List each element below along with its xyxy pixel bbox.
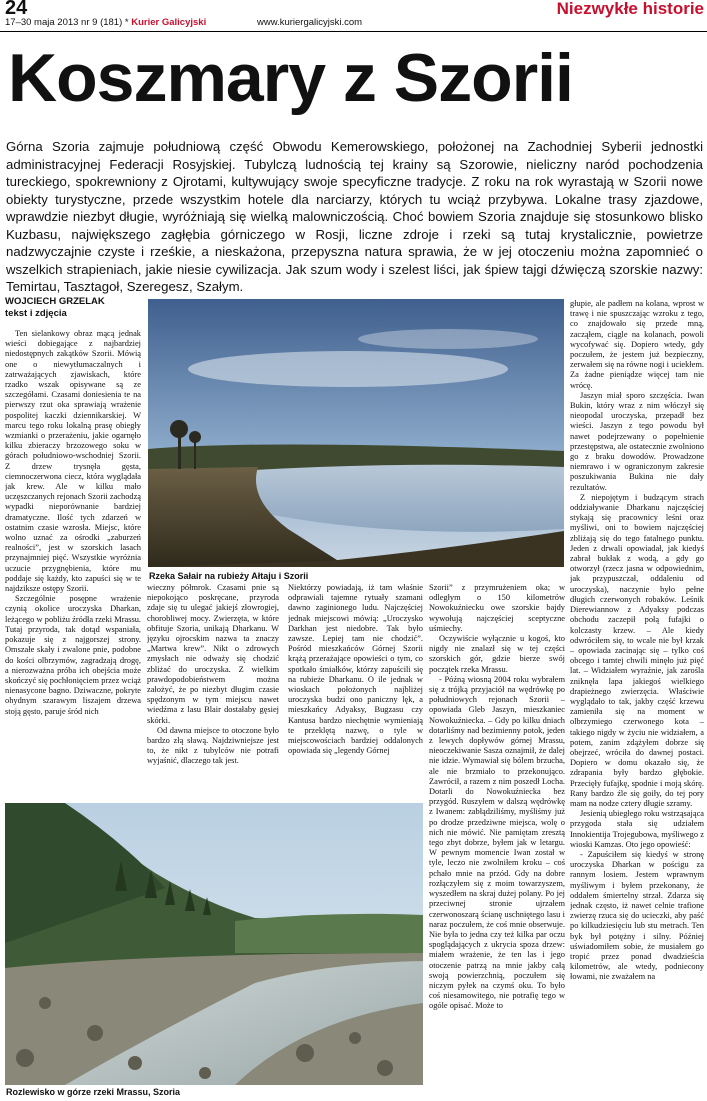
page-number: 24 [5, 0, 28, 19]
paragraph: Od dawna miejsce to otoczone było bardzo złą sławą. Najdziwniejsze jest to, że nikt z tubylców nie potrafi wyjaśnić, dlaczego tak jest. [147, 725, 279, 766]
header-rule [0, 31, 707, 32]
website-url[interactable]: www.kuriergalicyjski.com [257, 17, 363, 28]
photo-1-caption: Rzeka Sałair na rubieży Ałtaju i Szorii [149, 571, 309, 581]
photo-salair-river [148, 299, 564, 567]
paragraph: Ten sielankowy obraz mącą jednak wieści dobiegające z najbardziej niedostępnych zakątków Szorii. Mówią one o niewytłumaczalnych i zatrważających zjawiskach, które rzadko wszak opisywane są ze szczegółami. Czasami doniesienia te na pierwszy rzut oka sprawiają wrażenie pospolitej kaczki dziennikarskiej. W marcu tego roku lokalną prasę obiegły wzmianki o przerażeniu, jakie ogarnęło kilku zbieraczy brzozowego soku w górach południowo-wschodniej Szorii. Z drzew trysnęła gęsta, ciemnoczerwona ciecz, która wyglądała jak krew. Ale w kilku mało uczęszczanych rejonach Szorii zachodzą wypadki nieporównanie bardziej dramatyczne. Ilość tych zdarzeń w ostatnim czasie wzrosła. Miejsc, które wolno uznać za ośrodki „zaburzeń realności”, jest w szorskich lasach przynajmniej pięć. Wszystkie wyróżnia uczucie przygnębienia, które mu poddaje się każdy, kto zapuści się w te najdziksze ostępy Szorii. [5, 329, 141, 594]
paragraph: głupie, ale padłem na kolana, wprost w trawę i nie spuszczając wzroku z tego, co znajdowało się przede mną, zacząłem, ciągle na kolanach, powoli wycofywać się. Dopiero wtedy, gdy poczułem, że jestem już bezpieczny, zerwałem się na równe nogi i uciekłem. Za żadne pieniądze więcej tam nie wrócę. [570, 299, 704, 390]
text-column-3 [288, 583, 423, 799]
article-title: Koszmary z Szorii [8, 40, 573, 116]
brand-name: Kurier Galicyjski [131, 17, 207, 28]
paragraph: Szorii” z przymrużeniem oka; w odległym o 150 kilometrów Nowokuźniecku owe szorskie bajdy wywołują najczęściej sceptyczne uśmiechy. [429, 583, 565, 633]
paragraph: Oczywiście wyłącznie u kogoś, kto nigdy nie znalazł się w tej części szorskich gór, gdzie bierze swój początek rzeka Mrassu. [429, 634, 565, 674]
paragraph: - Zapuściłem się kiedyś w stronę uroczyska Dharkan w pościgu za rannym losiem. Jestem wprawnym myśliwym i byłem przekonany, że oddałem śmiertelny strzał. Zdarza się jednak często, iż nawet celnie trafione zwierzę rzuca się do ucieczki, aby paść po kilkudziesięciu lub stu metrach. Ten byk był potężny i silny. Później uświadomiłem sobie, że musiałem go tropić przez ponad dwadzieścia kilometrów, ale wtedy, podniecony łowami, nie zważałem na [570, 849, 704, 982]
author-note: tekst i zdjęcia [5, 308, 67, 319]
photo-2-caption: Rozlewisko w górze rzeki Mrassu, Szoria [6, 1087, 181, 1097]
author-name: WOJCIECH GRZELAK [5, 296, 105, 307]
issue-line [5, 17, 206, 28]
section-title: Niezwykłe historie [556, 0, 704, 18]
paragraph: Jesienią ubiegłego roku wstrząsająca przygoda stała się udziałem Innokientija Trojegubowa, myśliwego z wioski Kamzas. Oto jego opowieść: [570, 809, 704, 849]
text-column-4 [429, 583, 565, 1097]
text-column-1 [5, 329, 141, 799]
issue-info: 17–30 maja 2013 nr 9 (181) * [5, 17, 129, 28]
paragraph: Niektórzy powiadają, iż tam właśnie odprawiali tajemne rytuały szamani dawno zaginionego ludu. Najczęściej jednak miejscowi mówią: „Uroczysko Darkhan jest niedobre. Tak było zawsze. Lepiej tam nie chodzić”. Pośród mieszkańców Górnej Szorii krążą przerażające opowieści o tym, co spotkało śmiałków, którzy zapuścili się na rubieże Dharkanu. O ile jednak w wioskach położonych najbliżej uroczyska budzi ono paniczny lęk, a mieszkańcy Adyaksy, Bugzasu czy Kantusa bardzo niechętnie wymieniają te przeklętą nazwę, o tyle w miejscowościach bardziej oddalonych opowiada się „legendy Górnej [288, 583, 423, 756]
paragraph: - Późną wiosną 2004 roku wybrałem się z trójką przyjaciół na wędrówkę po południowych rejonach Szorii – opowiada Gleb Jaszyn, mieszkaniec Nowokuźniecka. – Gdy po kilku dniach dotarliśmy nad bezimienny potok, jeden z lewych dopływów górnej Mrassu, nieoczekiwanie Sasza oznajmił, że dalej nie idzie. Wymawiał się bólem brzucha, ale nie brzmiało to przekonująco. Zawrócił, a razem z nim poszedł Locha. Dotarli do Nowokuźniecka bez przygód. Ruszyłem w dalszą wędrówkę z Iwanem: zabłądziliśmy, myśliśmy już po drodze przedziwne miejsca, wolę o nich nie mówić. Nie pamiętam zresztą tego zbyt dobrze, byłem jak w letargu. W pewnym momencie Iwan został w tyle, leczo nie zwolniłem kroku – coś pchało mnie na przód. Gdy na dobre rozłączyłem się z moim towarzyszem, wyszedłem na skraj dużej polany. Po jej przeciwnej stronie ujrzałem czerwonoszarą ścianę uschniętego lasu i naraz poczułem, że coś mnie obserwuje. Nie była to jedna czy też kilka par oczu spoglądających z ukrycia spoza drzew: miałem wrażenie, że ten las i jego otoczenie patrzą na mnie jakby całą swoją powierzchnią, poczułem się niczym pyłek na czymś oku. To było coś niesamowitego, nie potrafię tego w ogóle opisać. Może to [429, 674, 565, 1011]
photo-mrassu-river [5, 803, 423, 1085]
text-column-2 [147, 583, 279, 799]
paragraph: Szczególnie posępne wrażenie czynią okolice uroczyska Dharkan, leżącego w pobliżu źródła rzeki Mrassu. Tutaj przyroda, tak dotąd wspaniała, pokazuje się z najgorszej strony. Omszałe skały i zwalone pnie, podobne do kości olbrzymów, zagradzają drogę, a nierozważna próba ich obejścia może skończyć się pochłonięciem przez wciąż nienasycone bagno. Dziwaczne, pokryte ohydnym szarawym liszajem drzewa stoją gęsto, paruje śród nich [5, 594, 141, 716]
page-header [0, 0, 707, 32]
text-column-5 [570, 299, 704, 1097]
paragraph: Z niepojętym i budzącym strach oddziaływanie Dharkanu najczęściej stykają się pracownicy leśni oraz myśliwi, oni to bowiem najczęściej zbliżają się do tego fatalnego punktu. Jeden z drwali opowiadał, jak kiedyś zabrał bukłak z wodą, a gdy go otworzył (rzecz jasna w odpowiednim, jak przypuszczał, oddaleniu od uroczyska), naczynie było pełne długich czerwonych robaków. Leśnik Dierewiannow z Adyaksy podczas obchodu zaczepił połą fufajki o kolczasty krzew. – Ale kiedy odwróciłem się, to wcale nie był krzak – opowiada zacinając się – tylko coś obcego i tamtej chwili minęło już pięć lat. – Widziałem wyraźnie, jak zarośla zniknęła lapa jakiegoś wielkiego drapieżnego zwierzęcia. Właściwie wyglądało to tak, jakby część krzewu zamieniła się na moment w olbrzymiego czerwonego kota – takiego nigdy w życiu nie widziałem, a potem, zanim zdążyłem dobrze się obejrzeć, wróciła do dawnej postaci. Dopiero w domu okazało się, że zdrapania były bardzo głębokie. Przecięły fufajkę, spodnie i moją skórę. Rany bardzo źle się goiły, do tej pory mam na nodze cztery długie szramy. [570, 492, 704, 808]
article-lead: Górna Szoria zajmuje południową część Obwodu Kemerowskiego, położonej na Zachodniej Syberii jednostki administracyjnej Federacji Rosyjskiej. Tubylczą ludnością tej krainy są Szorowie, nieliczny naród pochodzenia tureckiego, spokrewniony z Ojrotami, kultywujący swoje specyficzne tradycje. Z roku na rok wyrastają w Szorii nowe obiekty turystyczne, przede wszystkim hotele dla narciarzy, których tu wciąż przybywa. Lokalne trasy zjazdowe, wprawdzie niezbyt długie, wyróżniają się wielką malowniczością. Choć bowiem Szoria znajduje się stosunkowo blisko Kuzbasu, największego zagłębia górniczego w Rosji, liczne zdroje i rzeki są tutaj krystalicznie, powietrze nadzwyczajnie czyste i rześkie, a nieskażona, przepyszna natura sprawia, że w jej otoczeniu można zapomnieć o wszelkich strapieniach, jakie niesie cywilizacja. Jak szum wody i szelest liści, jak śpiew tajgi dźwięczą szorskie nazwy: Temirtau, Tasztagoł, Szeregesz, Szałym. [6, 139, 703, 294]
byline [5, 296, 145, 320]
paragraph: wieczny półmrok. Czasami pnie są niepokojąco poskręcane, przyroda zdaje się tu ulegać jakiejś złowrogiej, chorobliwej mocy. Zwierzęta, w które obfituje Szoria, unikają Dharkanu. W języku ojrocskim nazwa ta znaczy „Martwa krew”. Nikt o zdrowych zmysłach nie odważy się chodzić zbliżać do uroczyska. Z wielkim prawdopodobieństwem można założyć, że po niezbyt długim czasie spędzonym w tym miejscu nawet wiedźma z lasu Blair dostałaby gęsiej skórki. [147, 583, 279, 725]
paragraph: Jaszyn miał sporo szczęścia. Iwan Bukin, który wraz z nim włóczył się nieopodal uroczyska, przepadł bez wieści. Jaszyn z tego powodu był nawet podejrzewany o popełnienie przestępstwa, ale ostatecznie zwolniono go z braku dowodów. Prowadzone niemrawo i w ograniczonym zakresie poszukiwania Bukina nie dały rezultatów. [570, 390, 704, 492]
